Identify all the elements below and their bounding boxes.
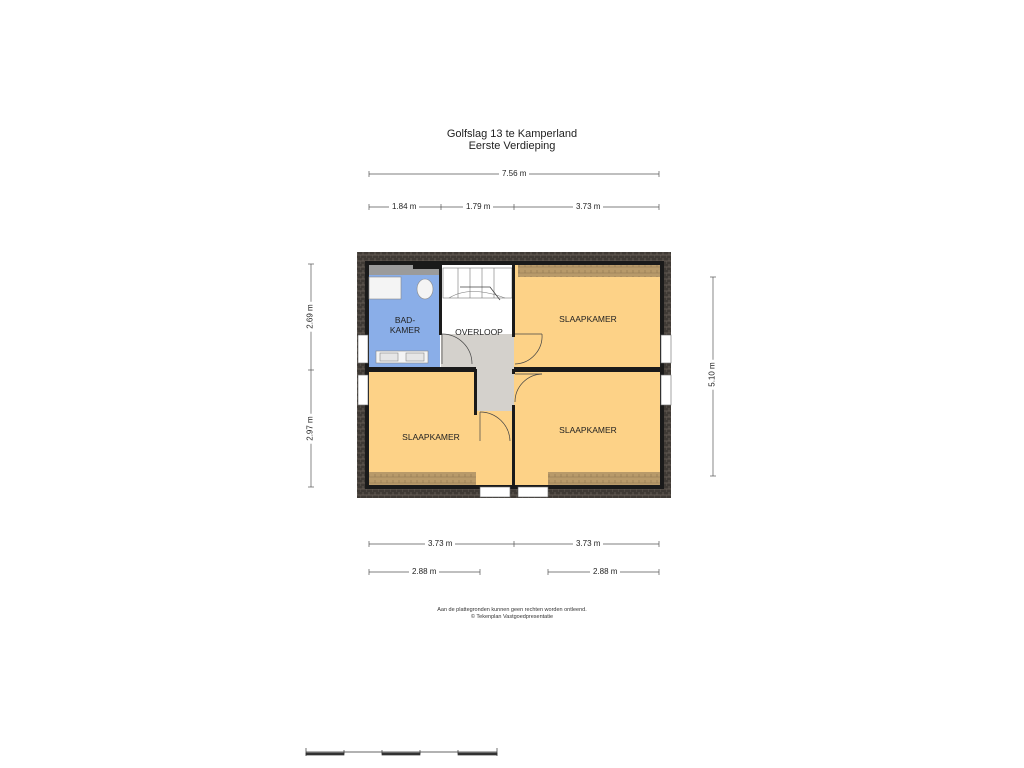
dim-bottom-inner-left: 2.88 m xyxy=(409,567,439,576)
room-label-bathroom xyxy=(384,315,426,335)
dim-top-seg3: 3.73 m xyxy=(573,202,603,211)
room-label-bedroom-bottom-right: SLAAPKAMER xyxy=(559,425,617,435)
dim-bottom-left: 3.73 m xyxy=(425,539,455,548)
dim-bottom-right: 3.73 m xyxy=(573,539,603,548)
plan-address: Golfslag 13 te Kamperland xyxy=(446,128,578,140)
landing-floor xyxy=(441,334,514,369)
dim-left-lower: 2.97 m xyxy=(306,413,315,443)
dim-top-seg1: 1.84 m xyxy=(389,202,419,211)
dim-top-total: 7.56 m xyxy=(499,169,529,178)
scale-bar xyxy=(306,748,497,756)
room-label-bathroom-line1: BAD- xyxy=(394,315,416,325)
dim-top-seg2: 1.79 m xyxy=(463,202,493,211)
room-label-landing: OVERLOOP xyxy=(455,327,503,337)
staircase xyxy=(443,268,512,300)
footer-disclaimer: Aan de plattegronden kunnen geen rechten worden ontleend. xyxy=(437,607,587,613)
dim-bottom-inner-right: 2.88 m xyxy=(590,567,620,576)
bedroom-bottom-left-floor xyxy=(369,372,476,485)
room-label-bathroom-line2: KAMER xyxy=(389,325,421,335)
room-label-bedroom-top-right: SLAAPKAMER xyxy=(559,314,617,324)
footer-copyright: © Tekenplan Vastgoedpresentatie xyxy=(470,614,554,620)
plan-floor: Eerste Verdieping xyxy=(468,140,556,152)
room-label-bedroom-bottom-left: SLAAPKAMER xyxy=(402,432,460,442)
dim-left-upper: 2.69 m xyxy=(306,301,315,331)
dim-right-total: 5.10 m xyxy=(708,359,717,389)
